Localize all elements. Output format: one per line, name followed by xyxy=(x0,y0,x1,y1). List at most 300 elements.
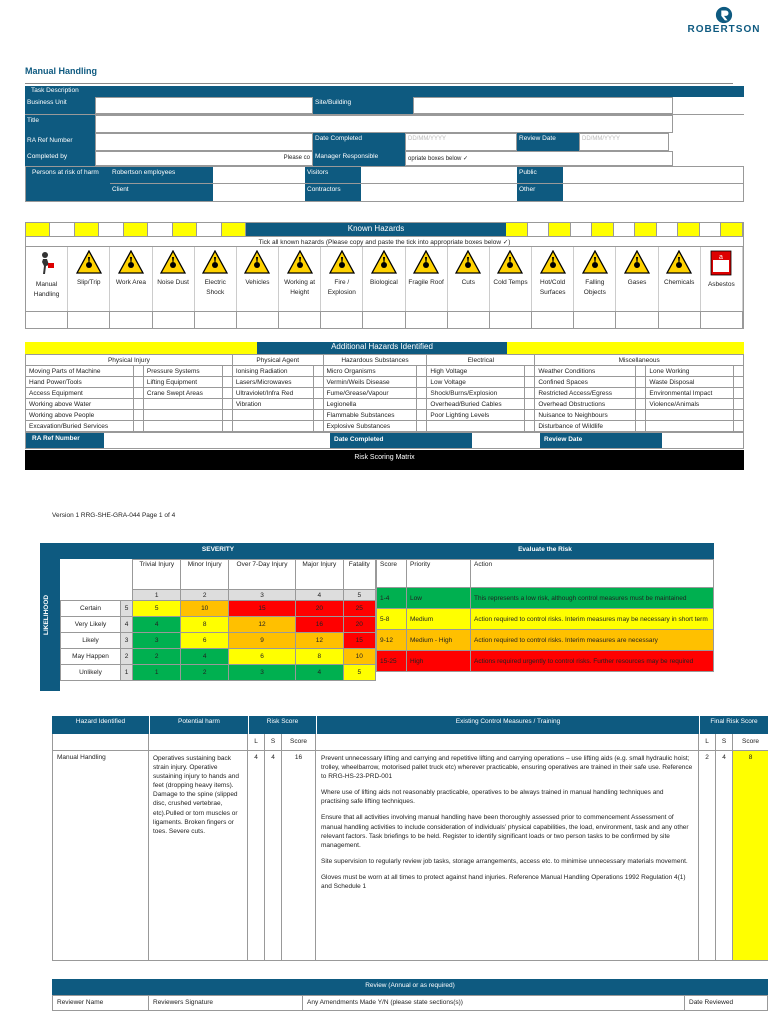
version-footer: Version 1 RRG-SHE-GRA-044 Page 1 of 4 xyxy=(52,512,176,519)
likelihood-number: 3 xyxy=(121,633,133,649)
additional-hazard-tick[interactable] xyxy=(525,377,535,388)
svg-text:a: a xyxy=(719,254,724,261)
matrix-score-cell: 2 xyxy=(181,665,228,681)
additional-hazard-tick[interactable] xyxy=(313,366,323,377)
evaluate-priority: Medium - High xyxy=(407,630,471,651)
risk-scoring-title: Risk Scoring Matrix xyxy=(354,454,415,461)
additional-hazard-cell: Ultraviolet/Infra Red xyxy=(232,388,313,399)
task-description-bar xyxy=(25,86,744,97)
additional-hazard-tick[interactable] xyxy=(636,377,646,388)
evaluate-score: 9-12 xyxy=(377,630,407,651)
additional-hazard-tick[interactable] xyxy=(222,399,232,410)
client-label: Client xyxy=(110,184,213,201)
additional-hazard-cell: Working above Water xyxy=(26,399,134,410)
risk-matrix xyxy=(40,543,376,691)
header-right-tick-box[interactable] xyxy=(528,223,550,236)
hazard-tick-row xyxy=(26,311,743,328)
matrix-score-cell: 10 xyxy=(343,649,375,665)
additional-hazard-cell: Violence/Animals xyxy=(646,399,734,410)
hazard-tick-box[interactable] xyxy=(616,312,658,328)
sub-s: S xyxy=(265,734,282,750)
additional-hazard-cell: Lifting Equipment xyxy=(143,377,222,388)
severity-label: Fatality xyxy=(343,560,375,590)
hazard-item xyxy=(237,247,279,311)
date-completed-bottom-field[interactable] xyxy=(472,433,540,448)
likelihood-label-cell: Certain xyxy=(61,601,121,617)
control-measure-paragraph: Ensure that all activities involving manual handling have been thoroughly assessed prior to commencement Assessment of manual handling activities to include consideration of individuals’ physical capabilities, the load, environment, task and any other relevant factors. Task briefings to be held. Register to identify significant loads or two person tasks to be confirmed by site management. xyxy=(321,814,689,849)
additional-category: Physical Injury xyxy=(26,355,233,366)
evaluate-header: Action xyxy=(471,560,714,588)
matrix-score-cell: 15 xyxy=(343,633,375,649)
header-left-tick-box[interactable] xyxy=(50,223,74,236)
client-field[interactable] xyxy=(213,184,305,201)
additional-hazard-tick[interactable] xyxy=(417,377,427,388)
additional-hazard-tick[interactable] xyxy=(222,377,232,388)
hazard-tick-box[interactable] xyxy=(490,312,532,328)
additional-hazard-cell: Flammable Substances xyxy=(323,410,417,421)
matrix-score-cell: 3 xyxy=(228,665,295,681)
additional-hazard-tick[interactable] xyxy=(313,399,323,410)
header-right-tick-box[interactable] xyxy=(549,223,571,236)
tick-row-right xyxy=(506,223,743,236)
review-amendments: Any Amendments Made Y/N (please state sections(s)) xyxy=(303,996,685,1010)
matrix-score-cell: 8 xyxy=(296,649,343,665)
evaluate-header: Score xyxy=(377,560,407,588)
hazard-item xyxy=(406,247,448,311)
hazard-item-label: Working at Height xyxy=(284,279,316,296)
review-reviewer-name: Reviewer Name xyxy=(53,996,149,1010)
hazard-tick-box[interactable] xyxy=(406,312,448,328)
hazard-tick-box[interactable] xyxy=(448,312,490,328)
hazard-tick-box[interactable] xyxy=(279,312,321,328)
additional-category: Electrical xyxy=(427,355,535,366)
ra-ref-label: RA Ref Number xyxy=(25,133,95,151)
hazard-item xyxy=(363,247,405,311)
header-right-tick-box[interactable] xyxy=(721,223,743,236)
hazard-tick-box[interactable] xyxy=(321,312,363,328)
hazard-tick-box[interactable] xyxy=(195,312,237,328)
completed-by-label: Completed by xyxy=(25,151,95,166)
severity-label: Trivial Injury xyxy=(133,560,181,590)
additional-hazard-cell xyxy=(143,410,222,421)
additional-hazard-cell: Disturbance of Wildlife xyxy=(535,421,636,432)
additional-hazard-tick[interactable] xyxy=(133,399,143,410)
additional-hazard-cell: Working above People xyxy=(26,410,134,421)
matrix-score-cell: 15 xyxy=(228,601,295,617)
hdr-final-risk: Final Risk Score xyxy=(699,716,768,734)
hazard-item-label: Slip/Trip xyxy=(76,279,101,286)
biological-icon xyxy=(363,250,404,276)
matrix-score-cell: 3 xyxy=(133,633,181,649)
harm-cell: Operatives sustaining back strain injury. Operative sustaining injury to hands and feet (dropping heavy items). Damage to the spine (slipped disc, crushed vertebrae, etc).Pulled or torn muscles or ligaments. Broken fingers or toes. Severe cuts. xyxy=(149,751,248,960)
additional-hazard-cell: Lasers/Microwaves xyxy=(232,377,313,388)
other-label: Other xyxy=(517,184,563,201)
evaluate-action: Action required to control risks. Interim measures may be necessary in short term xyxy=(471,609,714,630)
additional-hazard-cell: Pressure Systems xyxy=(143,366,222,377)
matrix-score-cell: 9 xyxy=(228,633,295,649)
hazard-item-label: Falling Objects xyxy=(583,279,606,296)
additional-hazard-tick[interactable] xyxy=(133,377,143,388)
l-cell: 4 xyxy=(248,751,265,960)
asbestos-icon xyxy=(701,250,742,278)
hazard-item xyxy=(574,247,616,311)
hazard-item-label: Manual Handling xyxy=(33,281,60,298)
hazard-item-label: Biological xyxy=(370,279,398,286)
hazard-tick-box[interactable] xyxy=(68,312,110,328)
matrix-score-cell: 12 xyxy=(296,633,343,649)
hot-cold-surfaces-icon xyxy=(532,250,573,276)
robertson-employees-label: Robertson employees xyxy=(110,167,213,183)
additional-hazard-cell: High Voltage xyxy=(427,366,525,377)
additional-hazard-tick[interactable] xyxy=(133,366,143,377)
evaluate-score: 1-4 xyxy=(377,588,407,609)
additional-hazard-cell: Vibration xyxy=(232,399,313,410)
fscore-cell: 8 xyxy=(733,751,768,960)
matrix-score-cell: 6 xyxy=(181,633,228,649)
likelihood-label-cell: Unlikely xyxy=(61,665,121,681)
hazard-table xyxy=(52,716,768,961)
matrix-score-cell: 8 xyxy=(181,617,228,633)
hazard-item xyxy=(321,247,363,311)
additional-hazard-cell: Excavation/Buried Services xyxy=(26,421,134,432)
appropriate-boxes-text: opriate boxes below ✓ xyxy=(408,156,469,162)
severity-number: 5 xyxy=(343,590,375,601)
matrix-score-cell: 6 xyxy=(228,649,295,665)
hazard-cell: Manual Handling xyxy=(52,751,149,960)
additional-hazard-tick[interactable] xyxy=(734,377,744,388)
hdr-harm: Potential harm xyxy=(149,716,248,734)
visitors-field[interactable] xyxy=(361,167,517,183)
hazard-item-label: Work Area xyxy=(115,279,147,286)
falling-objects-icon xyxy=(574,250,615,276)
hazard-item-label: Cuts xyxy=(461,279,475,286)
additional-hazard-tick[interactable] xyxy=(734,366,744,377)
header-right-tick-box[interactable] xyxy=(635,223,657,236)
sub-fs: S xyxy=(716,734,733,750)
matrix-score-cell: 2 xyxy=(133,649,181,665)
hazard-item-label: Hot/Cold Surfaces xyxy=(539,279,566,296)
hazard-item-label: Electric Shock xyxy=(204,279,226,296)
please-note-text: Please co xyxy=(283,155,310,161)
review-signature: Reviewers Signature xyxy=(149,996,303,1010)
business-unit-field[interactable] xyxy=(95,97,313,114)
additional-hazard-tick[interactable] xyxy=(636,421,646,432)
additional-hazard-cell: Fume/Grease/Vapour xyxy=(323,388,417,399)
review-date-reviewed: Date Reviewed xyxy=(689,999,734,1006)
fire-explosion-icon xyxy=(321,250,362,276)
additional-hazard-tick[interactable] xyxy=(734,399,744,410)
review-section xyxy=(52,979,768,1011)
controls-cell xyxy=(316,751,699,960)
header-right-tick-box[interactable] xyxy=(571,223,593,236)
evaluate-score: 15-25 xyxy=(377,651,407,672)
manual-handling-icon xyxy=(26,250,67,278)
matrix-score-cell: 12 xyxy=(228,617,295,633)
matrix-table xyxy=(60,559,376,681)
header-left-tick-box[interactable] xyxy=(124,223,148,236)
hazard-item-label: Cold Temps xyxy=(493,279,528,286)
additional-hazard-tick[interactable] xyxy=(636,410,646,421)
additional-hazard-cell xyxy=(143,399,222,410)
fs-cell: 4 xyxy=(716,751,733,960)
risk-scoring-bar xyxy=(25,450,744,470)
header-right-tick-box[interactable] xyxy=(700,223,722,236)
date-completed-field[interactable]: DD/MM/YYYY xyxy=(405,133,517,151)
review-date-bottom-label: Review Date xyxy=(540,433,662,448)
business-unit-label: Business Unit xyxy=(25,97,95,114)
ra-ref-field[interactable] xyxy=(95,133,313,151)
likelihood-label-cell: Likely xyxy=(61,633,121,649)
matrix-score-cell: 20 xyxy=(296,601,343,617)
public-label: Public xyxy=(517,167,563,183)
header-left-tick-box[interactable] xyxy=(197,223,221,236)
additional-hazard-tick[interactable] xyxy=(313,421,323,432)
other-field[interactable] xyxy=(563,184,743,201)
contractors-field[interactable] xyxy=(361,184,517,201)
additional-hazard-tick[interactable] xyxy=(313,377,323,388)
sub-l: L xyxy=(248,734,265,750)
public-field[interactable] xyxy=(563,167,743,183)
additional-hazard-tick[interactable] xyxy=(525,410,535,421)
visitors-label: Visitors xyxy=(305,167,361,183)
additional-hazard-tick[interactable] xyxy=(222,388,232,399)
fragile-roof-icon xyxy=(406,250,447,276)
additional-hazard-cell: Overhead Obstructions xyxy=(535,399,636,410)
additional-hazard-tick[interactable] xyxy=(636,399,646,410)
additional-right-bar xyxy=(507,342,744,354)
hazard-item xyxy=(532,247,574,311)
additional-hazard-cell: Confined Spaces xyxy=(535,377,636,388)
slip-trip-icon xyxy=(68,250,109,276)
evaluate-table xyxy=(376,559,714,672)
hazard-tick-box[interactable] xyxy=(701,312,743,328)
header-right-tick-box[interactable] xyxy=(678,223,700,236)
vehicles-icon xyxy=(237,250,278,276)
known-hazards-instruction: Tick all known hazards (Please copy and paste the tick into appropriate boxes below ✓) xyxy=(26,236,743,247)
additional-hazard-tick[interactable] xyxy=(525,399,535,410)
hazard-item-label: Gases xyxy=(627,279,647,286)
hazard-tick-box[interactable] xyxy=(237,312,279,328)
date-completed-label: Date Completed xyxy=(313,133,405,151)
additional-hazard-tick[interactable] xyxy=(734,410,744,421)
additional-hazard-cell: Low Voltage xyxy=(427,377,525,388)
date-completed-bottom-label: Date Completed xyxy=(330,433,472,448)
working-at-height-icon xyxy=(279,250,320,276)
hazard-item xyxy=(26,247,68,311)
matrix-score-cell: 1 xyxy=(133,665,181,681)
additional-hazard-tick[interactable] xyxy=(417,366,427,377)
evaluate-priority: Medium xyxy=(407,609,471,630)
hazard-tick-box[interactable] xyxy=(532,312,574,328)
additional-hazard-cell: Access Equipment xyxy=(26,388,134,399)
likelihood-number: 1 xyxy=(121,665,133,681)
likelihood-label: LIKELIHOOD xyxy=(43,594,50,635)
additional-hazard-cell: Vermin/Weils Disease xyxy=(323,377,417,388)
task-form xyxy=(25,86,744,202)
hazard-tick-box[interactable] xyxy=(26,312,68,328)
additional-category: Hazardous Substances xyxy=(323,355,427,366)
known-hazards-section xyxy=(25,222,744,329)
fl-cell: 2 xyxy=(699,751,716,960)
additional-hazard-tick[interactable] xyxy=(525,366,535,377)
matrix-score-cell: 20 xyxy=(343,617,375,633)
matrix-score-cell: 25 xyxy=(343,601,375,617)
completed-by-field[interactable] xyxy=(95,151,313,166)
evaluate-title: Evaluate the Risk xyxy=(376,543,714,559)
hazard-item-label: Fragile Roof xyxy=(408,279,444,286)
matrix-score-cell: 4 xyxy=(296,665,343,681)
hazard-item xyxy=(153,247,195,311)
hazard-item xyxy=(279,247,321,311)
additional-hazard-tick[interactable] xyxy=(133,421,143,432)
evaluate-score: 5-8 xyxy=(377,609,407,630)
header-left-tick-box[interactable] xyxy=(26,223,50,236)
additional-hazard-cell xyxy=(427,421,525,432)
title-field[interactable] xyxy=(95,115,673,133)
logo xyxy=(684,6,764,40)
logo-text: ROBERTSON xyxy=(687,24,761,35)
additional-hazard-cell: Overhead/Buried Cables xyxy=(427,399,525,410)
additional-hazard-tick[interactable] xyxy=(734,421,744,432)
hazard-item xyxy=(68,247,110,311)
additional-hazard-cell: Nuisance to Neighbours xyxy=(535,410,636,421)
tick-row-left xyxy=(26,223,246,236)
severity-number: 1 xyxy=(133,590,181,601)
hdr-risk-score: Risk Score xyxy=(248,716,316,734)
hazard-item-label: Fire / Explosion xyxy=(327,279,356,296)
additional-hazard-cell: Ionising Radiation xyxy=(232,366,313,377)
additional-hazard-tick[interactable] xyxy=(133,388,143,399)
ra-ref-bottom-field[interactable] xyxy=(104,433,330,448)
additional-hazard-cell: Weather Conditions xyxy=(535,366,636,377)
hazard-item-label: Asbestos xyxy=(707,281,735,288)
control-measure-paragraph: Where use of lifting aids not reasonably practicable, operatives to be always trained in manual handling techniques and practising safe lifting techniques. xyxy=(321,789,664,806)
additional-hazard-tick[interactable] xyxy=(133,410,143,421)
additional-hazards-table xyxy=(25,354,744,432)
hazard-tick-box[interactable] xyxy=(574,312,616,328)
electric-shock-icon xyxy=(195,250,236,276)
additional-hazard-cell: Hand Power/Tools xyxy=(26,377,134,388)
severity-number: 4 xyxy=(296,590,343,601)
likelihood-number: 4 xyxy=(121,617,133,633)
severity-number: 2 xyxy=(181,590,228,601)
noise-dust-icon xyxy=(153,250,194,276)
logo-mark-icon xyxy=(715,6,733,24)
severity-header: SEVERITY xyxy=(60,543,376,559)
header-right-tick-box[interactable] xyxy=(592,223,614,236)
hazard-item-label: Vehicles xyxy=(245,279,270,286)
additional-hazard-tick[interactable] xyxy=(525,388,535,399)
work-area-icon xyxy=(110,250,151,276)
evaluate-priority: Low xyxy=(407,588,471,609)
additional-category: Miscellaneous xyxy=(535,355,744,366)
ra-ref-bottom-label: RA Ref Number xyxy=(26,433,104,448)
severity-label: Over 7-Day Injury xyxy=(228,560,295,590)
additional-hazard-tick[interactable] xyxy=(313,388,323,399)
additional-hazard-tick[interactable] xyxy=(417,421,427,432)
additional-hazard-tick[interactable] xyxy=(525,421,535,432)
likelihood-label-cell: Very Likely xyxy=(61,617,121,633)
hazard-item xyxy=(701,247,743,311)
additional-hazard-cell xyxy=(143,421,222,432)
sub-fscore: Score xyxy=(742,738,759,745)
severity-label: Minor Injury xyxy=(181,560,228,590)
persons-at-risk-label: Persons at risk of harm xyxy=(26,167,110,201)
additional-hazard-cell: Lone Working xyxy=(646,366,734,377)
additional-hazards-section xyxy=(25,342,744,449)
header-left-tick-box[interactable] xyxy=(222,223,246,236)
sub-score: Score xyxy=(282,734,316,750)
additional-hazard-cell: Explosive Substances xyxy=(323,421,417,432)
additional-hazard-cell: Moving Parts of Machine xyxy=(26,366,134,377)
control-measure-paragraph: Site supervision to regularly review job tasks, storage arrangements, access etc. to minimise unnecessary materials movement. xyxy=(321,857,688,865)
review-date-bottom-field[interactable] xyxy=(662,433,743,448)
matrix-score-cell: 4 xyxy=(133,617,181,633)
matrix-score-cell: 5 xyxy=(343,665,375,681)
additional-hazard-tick[interactable] xyxy=(636,388,646,399)
manager-responsible-label: Manager Responsible xyxy=(313,151,405,166)
gases-icon xyxy=(616,250,657,276)
additional-hazard-tick[interactable] xyxy=(222,410,232,421)
additional-hazard-tick[interactable] xyxy=(417,410,427,421)
header-right-tick-box[interactable] xyxy=(657,223,679,236)
additional-hazard-tick[interactable] xyxy=(313,410,323,421)
header-left-tick-box[interactable] xyxy=(173,223,197,236)
hdr-controls: Existing Control Measures / Training xyxy=(316,716,699,734)
additional-hazard-tick[interactable] xyxy=(222,366,232,377)
review-title: Review (Annual or as required) xyxy=(52,979,768,995)
hazard-tick-box[interactable] xyxy=(153,312,195,328)
additional-hazard-tick[interactable] xyxy=(417,388,427,399)
header-left-tick-box[interactable] xyxy=(99,223,123,236)
hazard-tick-box[interactable] xyxy=(110,312,152,328)
robertson-employees-field[interactable] xyxy=(213,167,305,183)
evaluate-action: Action required to control risks. Interim measures are necessary xyxy=(471,630,714,651)
header-right-tick-box[interactable] xyxy=(614,223,636,236)
page-title: Manual Handling xyxy=(25,66,97,76)
matrix-score-cell: 16 xyxy=(296,617,343,633)
header-left-tick-box[interactable] xyxy=(75,223,99,236)
hazard-tick-box[interactable] xyxy=(363,312,405,328)
additional-hazard-cell xyxy=(646,421,734,432)
hazard-item xyxy=(195,247,237,311)
additional-hazard-tick[interactable] xyxy=(417,399,427,410)
additional-hazard-cell: Poor Lighting Levels xyxy=(427,410,525,421)
header-right-tick-box[interactable] xyxy=(506,223,528,236)
likelihood-number: 2 xyxy=(121,649,133,665)
hazard-item xyxy=(659,247,701,311)
severity-label: Major Injury xyxy=(296,560,343,590)
hazard-item xyxy=(616,247,658,311)
additional-hazard-cell: Crane Swept Areas xyxy=(143,388,222,399)
hazard-item-label: Chemicals xyxy=(663,279,695,286)
additional-hazards-title: Additional Hazards Identified xyxy=(257,342,507,354)
hdr-hazard: Hazard Identified xyxy=(75,718,126,725)
additional-hazard-tick[interactable] xyxy=(734,388,744,399)
task-description-label: Task Description xyxy=(31,87,79,94)
evaluate-priority: High xyxy=(407,651,471,672)
review-date-field[interactable]: DD/MM/YYYY xyxy=(579,133,669,151)
header-left-tick-box[interactable] xyxy=(148,223,172,236)
site-building-field[interactable] xyxy=(413,97,673,114)
additional-hazard-tick[interactable] xyxy=(636,366,646,377)
hazard-tick-box[interactable] xyxy=(659,312,701,328)
hazard-item xyxy=(110,247,152,311)
manager-responsible-field[interactable] xyxy=(405,151,673,166)
matrix-score-cell: 10 xyxy=(181,601,228,617)
s-cell: 4 xyxy=(265,751,282,960)
additional-hazard-tick[interactable] xyxy=(222,421,232,432)
